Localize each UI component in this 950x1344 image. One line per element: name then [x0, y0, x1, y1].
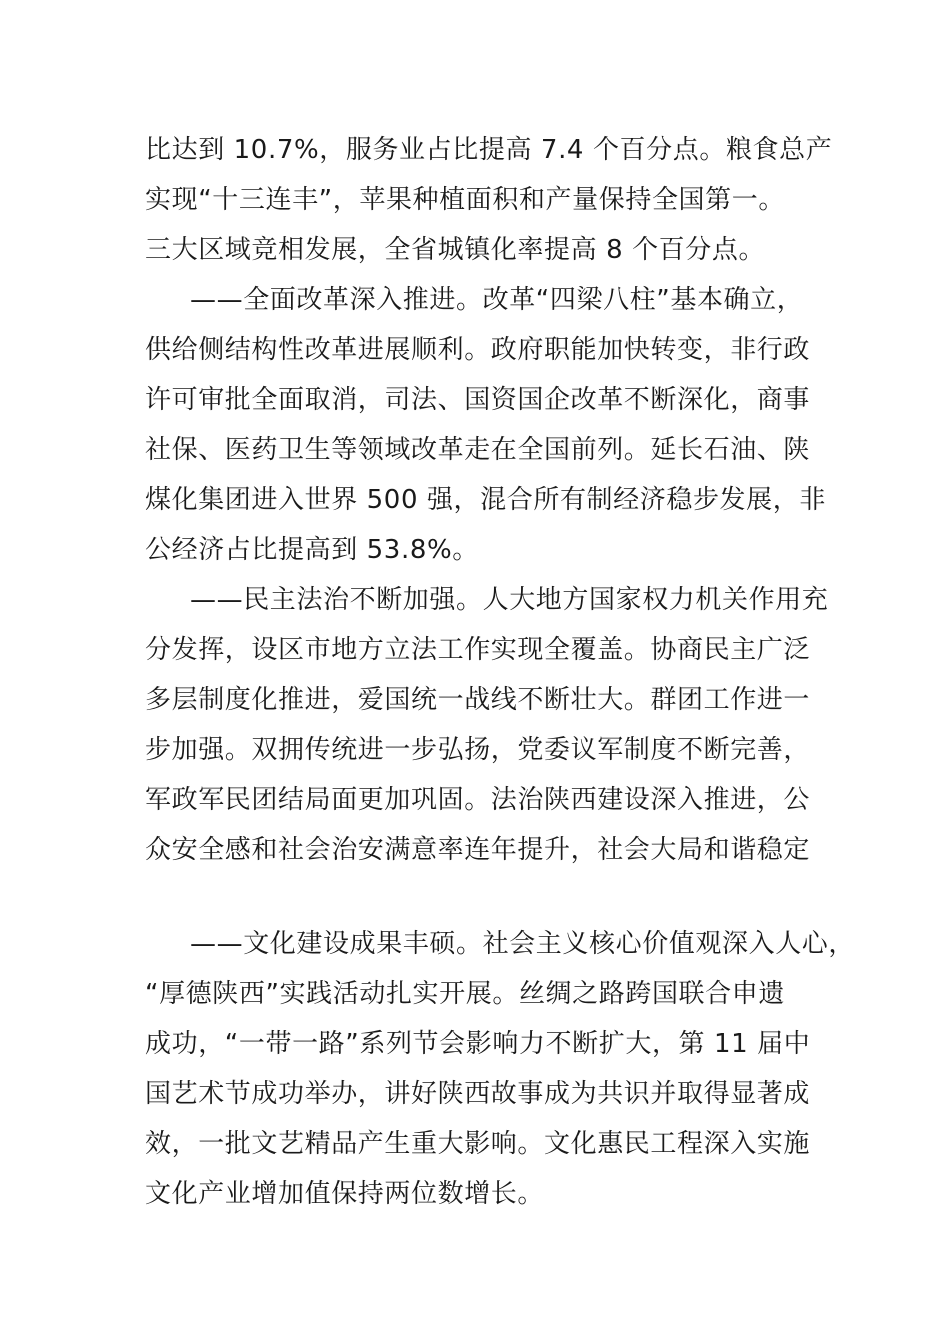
text-line: 实现“十三连丰”，苹果种植面积和产量保持全国第一。	[145, 185, 785, 215]
text-line: 分发挥，设区市地方立法工作实现全覆盖。协商民主广泛	[145, 635, 811, 665]
text-line: 社保、医药卫生等领域改革走在全国前列。延长石油、陕	[145, 435, 811, 465]
paragraph-start-line: ——民主法治不断加强。人大地方国家权力机关作用充	[190, 585, 829, 615]
text-line: “厚德陕西”实践活动扎实开展。丝绸之路跨国联合申遗	[145, 979, 785, 1009]
text-line: 许可审批全面取消，司法、国资国企改革不断深化，商事	[145, 385, 811, 415]
text-line: 步加强。双拥传统进一步弘扬，党委议军制度不断完善，	[145, 735, 811, 765]
text-line: 三大区域竞相发展，全省城镇化率提高 8 个百分点。	[145, 235, 766, 265]
text-line: 效，一批文艺精品产生重大影响。文化惠民工程深入实施	[145, 1129, 811, 1159]
text-line: 军政军民团结局面更加巩固。法治陕西建设深入推进，公	[145, 785, 811, 815]
text-line: 国艺术节成功举办，讲好陕西故事成为共识并取得显著成	[145, 1079, 811, 1109]
text-line: 供给侧结构性改革进展顺利。政府职能加快转变，非行政	[145, 335, 811, 365]
text-line: 众安全感和社会治安满意率连年提升，社会大局和谐稳定	[145, 835, 811, 865]
text-line: 公经济占比提高到 53.8%。	[145, 535, 479, 565]
paragraph-start-line: ——文化建设成果丰硕。社会主义核心价值观深入人心，	[190, 929, 856, 959]
text-line: 成功，“一带一路”系列节会影响力不断扩大，第 11 届中	[145, 1029, 811, 1059]
paragraph-start-line: ——全面改革深入推进。改革“四梁八柱”基本确立，	[190, 285, 804, 315]
text-line: 多层制度化推进，爱国统一战线不断壮大。群团工作进一	[145, 685, 811, 715]
text-line: 文化产业增加值保持两位数增长。	[145, 1179, 545, 1209]
text-line: 煤化集团进入世界 500 强，混合所有制经济稳步发展，非	[145, 485, 826, 515]
text-line: 比达到 10.7%，服务业占比提高 7.4 个百分点。粮食总产	[145, 135, 833, 165]
